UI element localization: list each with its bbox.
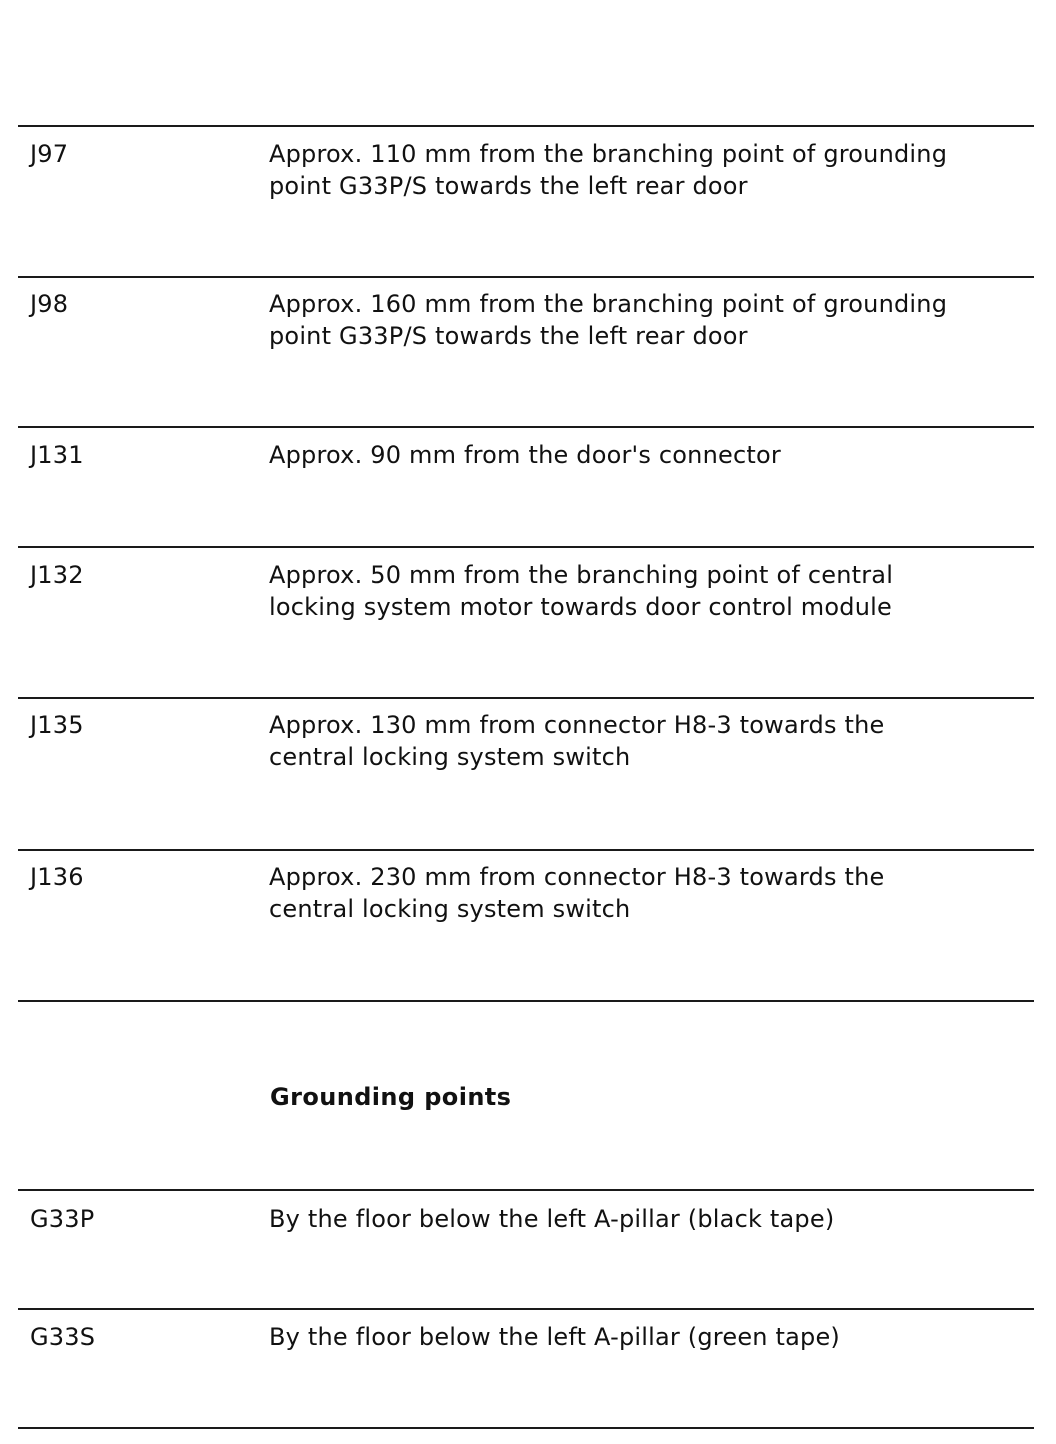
section-title: Grounding points (270, 1083, 512, 1111)
connection-description (269, 288, 1039, 352)
row-divider (18, 1427, 1034, 1429)
connection-code: J131 (30, 441, 84, 469)
connection-description (269, 861, 1039, 925)
description-line: By the floor below the left A-pillar (black tape) (269, 1205, 835, 1233)
row-divider (18, 1308, 1034, 1310)
description-line: point G33P/S towards the left rear door (269, 172, 748, 200)
grounding-code: G33S (30, 1323, 96, 1351)
row-divider (18, 849, 1034, 851)
row-divider (18, 125, 1034, 127)
connection-description (269, 439, 1039, 471)
connection-code: J132 (30, 561, 84, 589)
row-divider (18, 1000, 1034, 1002)
description-line: Approx. 130 mm from connector H8-3 towards the (269, 711, 885, 739)
row-divider (18, 697, 1034, 699)
description-line: Approx. 50 mm from the branching point of central (269, 561, 894, 589)
connection-description (269, 709, 1039, 773)
description-line: point G33P/S towards the left rear door (269, 322, 748, 350)
description-line: Approx. 160 mm from the branching point of grounding (269, 290, 948, 318)
grounding-description (269, 1203, 1039, 1235)
description-line: Approx. 230 mm from connector H8-3 towards the (269, 863, 885, 891)
row-divider (18, 546, 1034, 548)
row-divider (18, 276, 1034, 278)
description-line: central locking system switch (269, 895, 631, 923)
connection-description (269, 138, 1039, 202)
connection-description (269, 559, 1039, 623)
connection-code: J135 (30, 711, 84, 739)
connection-code: J136 (30, 863, 84, 891)
description-line: locking system motor towards door control module (269, 593, 892, 621)
grounding-description (269, 1321, 1039, 1353)
row-divider (18, 1189, 1034, 1191)
connection-code: J98 (30, 290, 69, 318)
description-line: central locking system switch (269, 743, 631, 771)
row-divider (18, 426, 1034, 428)
connection-code: J97 (30, 140, 69, 168)
description-line: By the floor below the left A-pillar (green tape) (269, 1323, 840, 1351)
grounding-code: G33P (30, 1205, 95, 1233)
description-line: Approx. 110 mm from the branching point of grounding (269, 140, 948, 168)
description-line: Approx. 90 mm from the door's connector (269, 441, 781, 469)
